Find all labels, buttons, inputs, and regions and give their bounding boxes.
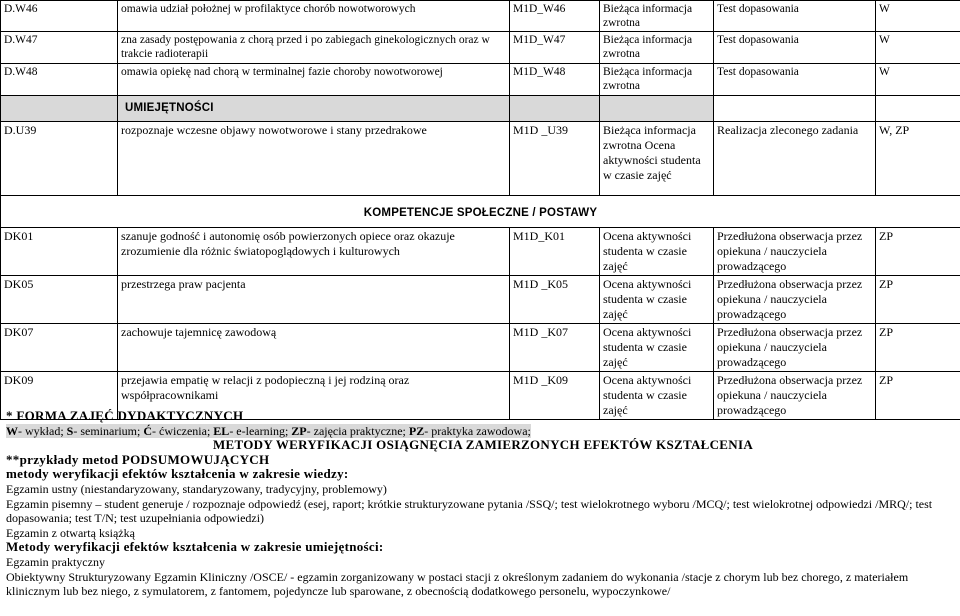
open-book-exam: Egzamin z otwartą książką <box>6 525 135 540</box>
outcome-reference: M1D _K07 <box>510 324 600 372</box>
outcome-code: D.W46 <box>1 1 118 32</box>
examples-title: **przykłady metod PODSUMOWUJĄCYCH <box>6 452 270 467</box>
assessment-method: Przedłużona obserwacja przez opiekuna / nauczyciela prowadzącego <box>714 372 876 420</box>
outcome-reference: M1D_W47 <box>510 32 600 64</box>
assessment-method: Przedłużona obserwacja przez opiekuna / nauczyciela prowadzącego <box>714 228 876 276</box>
forma-title: * FORMA ZAJĘĆ DYDAKTYCZNYCH <box>6 409 244 423</box>
outcome-description: zna zasady postępowania z chorą przed i po zabiegach ginekologicznych oraz w trakcie radioterapii <box>118 32 510 64</box>
outcome-description: omawia opiekę nad chorą w terminalnej fazie choroby nowotworowej <box>118 64 510 96</box>
practical-exam: Egzamin praktyczny <box>6 554 105 569</box>
class-type: W, ZP <box>876 122 960 196</box>
class-type: ZP <box>876 324 960 372</box>
methods-title: METODY WERYFIKACJI OSIĄGNĘCIA ZAMIERZONYCH EFEKTÓW KSZTAŁCENIA <box>212 438 754 453</box>
verification-form: Bieżąca informacja zwrotna <box>600 1 714 32</box>
verification-form: Ocena aktywności studenta w czasie zajęć <box>600 372 714 420</box>
outcome-description: przejawia empatię w relacji z podopieczną i jej rodziną oraz współpracownikami <box>118 372 510 420</box>
class-type: ZP <box>876 228 960 276</box>
legend-highlight: W- wykład; S- seminarium; Ć- ćwiczenia; EL- e-learning; ZP- zajęcia praktyczne; PZ- praktyka zawodowa; <box>6 423 531 438</box>
class-type: W <box>876 1 960 32</box>
outcome-description: omawia udział położnej w profilaktyce chorób nowotworowych <box>118 1 510 32</box>
osce-exam: Obiektywny Strukturyzowany Egzamin Kliniczny /OSCE/ - egzamin zorganizowany w postaci stacji z określonym zadaniem do wykonania /stacje z chorym lub bez chorego, z materiałem klinicznym lub bez niego, z symulatorem, z fantomem, pojedyncze lub sparowane, z obecnością dodatkowego personelu, wypoczynkowe/ <box>6 569 909 599</box>
outcome-code: D.U39 <box>1 122 118 196</box>
assessment-method: Test dopasowania <box>714 64 876 96</box>
table-row <box>1 64 960 96</box>
verification-form: Bieżąca informacja zwrotna <box>600 32 714 64</box>
section-row-skills <box>1 96 960 122</box>
assessment-method: Realizacja zleconego zadania <box>714 122 876 196</box>
section-heading-competence: KOMPETENCJE SPOŁECZNE / POSTAWY <box>1 196 960 228</box>
class-type: W <box>876 32 960 64</box>
outcome-code: DK05 <box>1 276 118 324</box>
table-row <box>1 228 960 276</box>
footer-notes <box>6 409 960 599</box>
outcome-description: zachowuje tajemnicę zawodową <box>118 324 510 372</box>
assessment-method: Przedłużona obserwacja przez opiekuna / nauczyciela prowadzącego <box>714 324 876 372</box>
outcome-code: DK07 <box>1 324 118 372</box>
outcome-reference: M1D_W48 <box>510 64 600 96</box>
outcome-code: DK01 <box>1 228 118 276</box>
class-type: W <box>876 64 960 96</box>
section-row-competence <box>1 196 960 228</box>
outcome-reference: M1D _U39 <box>510 122 600 196</box>
outcome-code: D.W47 <box>1 32 118 64</box>
assessment-method: Test dopasowania <box>714 32 876 64</box>
table-row <box>1 276 960 324</box>
knowledge-methods-title: metody weryfikacji efektów kształcenia w zakresie wiedzy: <box>6 467 349 482</box>
assessment-method: Przedłużona obserwacja przez opiekuna / nauczyciela prowadzącego <box>714 276 876 324</box>
forma-legend <box>6 424 960 439</box>
oral-exam: Egzamin ustny (niestandaryzowany, standaryzowany, tradycyjny, problemowy) <box>6 481 387 496</box>
verification-form: Ocena aktywności studenta w czasie zajęć <box>600 324 714 372</box>
outcome-description: rozpoznaje wczesne objawy nowotworowe i stany przedrakowe <box>118 122 510 196</box>
verification-form: Ocena aktywności studenta w czasie zajęć <box>600 276 714 324</box>
skills-methods-title: Metody weryfikacji efektów kształcenia w zakresie umiejętności: <box>6 540 384 555</box>
outcome-code: D.W48 <box>1 64 118 96</box>
verification-form: Bieżąca informacja zwrotna Ocena aktywności studenta w czasie zajęć <box>600 122 714 196</box>
verification-form: Bieżąca informacja zwrotna <box>600 64 714 96</box>
outcome-description: przestrzega praw pacjenta <box>118 276 510 324</box>
table-row <box>1 32 960 64</box>
outcome-reference: M1D_K01 <box>510 228 600 276</box>
outcome-reference: M1D _K09 <box>510 372 600 420</box>
verification-form: Ocena aktywności studenta w czasie zajęć <box>600 228 714 276</box>
outcome-reference: M1D_W46 <box>510 1 600 32</box>
written-exam: Egzamin pisemny – student generuje / rozpoznaje odpowiedź (esej, raport; krótkie strukturyzowane pytania /SSQ/; test wielokrotnego wyboru /MCQ/; test wielokrotnej odpowiedzi /MRQ/; test dopasowania; test T/N; test uzupełniania odpowiedzi) <box>6 496 933 526</box>
table-row <box>1 1 960 32</box>
table-row <box>1 122 960 196</box>
class-type: ZP <box>876 372 960 420</box>
outcome-description: szanuje godność i autonomię osób powierzonych opiece oraz okazuje zrozumienie dla różnic światopoglądowych i kulturowych <box>118 228 510 276</box>
assessment-method: Test dopasowania <box>714 1 876 32</box>
outcome-code: DK09 <box>1 372 118 420</box>
class-type: ZP <box>876 276 960 324</box>
section-heading-skills: UMIEJĘTNOŚCI <box>118 96 510 122</box>
outcome-reference: M1D _K05 <box>510 276 600 324</box>
table-row <box>1 324 960 372</box>
